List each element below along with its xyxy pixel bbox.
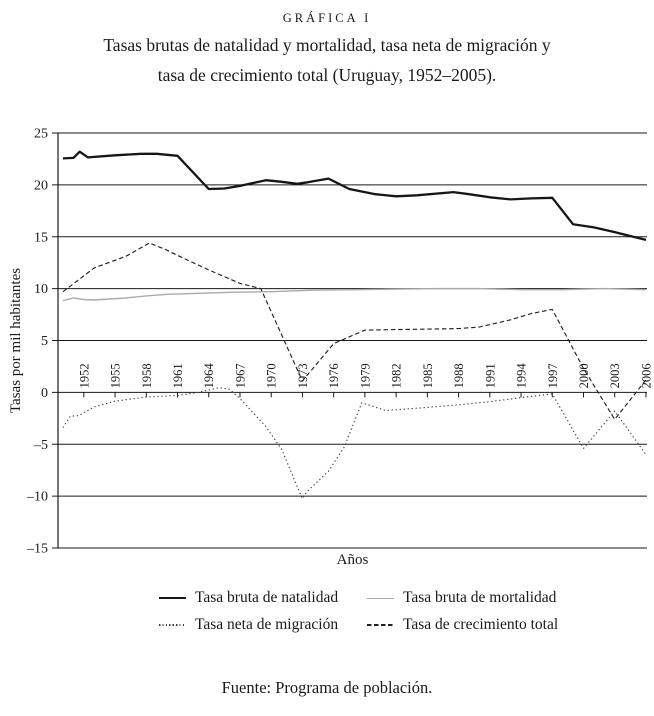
legend-sample-migracion-line [159, 624, 186, 626]
x-tick-label: 1961 [171, 363, 186, 389]
y-axis-title: Tasas por mil habitantes [8, 267, 24, 414]
x-tick-label: 1982 [389, 363, 404, 389]
x-tick-label: 1997 [545, 363, 560, 389]
legend-item-crecimiento [367, 616, 558, 634]
y-tick-label: 25 [34, 126, 48, 142]
series-natalidad-line [63, 152, 646, 240]
series-migracion-line [63, 388, 646, 499]
x-tick-label: 1985 [420, 363, 435, 389]
x-tick-label: 1988 [452, 363, 467, 389]
x-tick-label: 1952 [77, 363, 92, 389]
x-tick-label: 2006 [639, 363, 654, 389]
y-tick-label: 20 [34, 178, 48, 194]
series-mortalidad-line [63, 289, 646, 301]
x-tick-label: 1976 [327, 363, 342, 389]
y-tick-label: 15 [34, 230, 48, 246]
x-tick-label: 1958 [139, 363, 154, 389]
legend-item-natalidad [159, 589, 338, 607]
legend-label-natalidad: Tasa bruta de natalidad [195, 589, 339, 606]
legend-sample-mortalidad-line [367, 598, 394, 599]
x-tick-label: 1967 [233, 363, 248, 389]
y-tick-label: 5 [41, 334, 48, 349]
y-tick-label: –10 [27, 489, 48, 505]
legend-label-crecimiento: Tasa de crecimiento total [403, 616, 559, 633]
x-tick-label: 1970 [264, 363, 279, 389]
legend-sample-crecimiento-line [367, 624, 394, 626]
x-tick-label: 1979 [358, 363, 373, 389]
x-tick-label: 2000 [577, 363, 591, 389]
x-tick-label: 1994 [514, 363, 529, 389]
y-tick-label: –15 [27, 541, 48, 557]
legend-item-migracion [159, 616, 338, 634]
figure-title-line2: tasa de crecimiento total (Uruguay, 1952–2005). [157, 65, 497, 85]
x-tick-label: 1955 [108, 363, 123, 389]
figure-title-line1: Tasas brutas de natalidad y mortalidad, tasa neta de migración y [103, 35, 551, 55]
x-tick-label: 1973 [295, 363, 310, 389]
x-tick-label: 1991 [483, 363, 498, 389]
legend-label-mortalidad: Tasa bruta de mortalidad [403, 589, 557, 606]
y-tick-label: 10 [34, 282, 48, 298]
legend-item-mortalidad [367, 589, 556, 607]
source-note: Fuente: Programa de población. [221, 678, 433, 697]
x-tick-label: 2003 [608, 363, 623, 389]
x-tick-label: 1964 [202, 363, 217, 389]
figure-kicker: GRÁFICA I [282, 11, 372, 25]
y-tick-label: –5 [34, 437, 48, 453]
y-tick-label: 0 [41, 385, 48, 401]
x-axis-title: Años [336, 552, 369, 568]
series-crecimiento-line [63, 243, 646, 419]
legend-sample-natalidad-line [159, 597, 186, 599]
legend-label-migracion: Tasa neta de migración [195, 616, 339, 633]
